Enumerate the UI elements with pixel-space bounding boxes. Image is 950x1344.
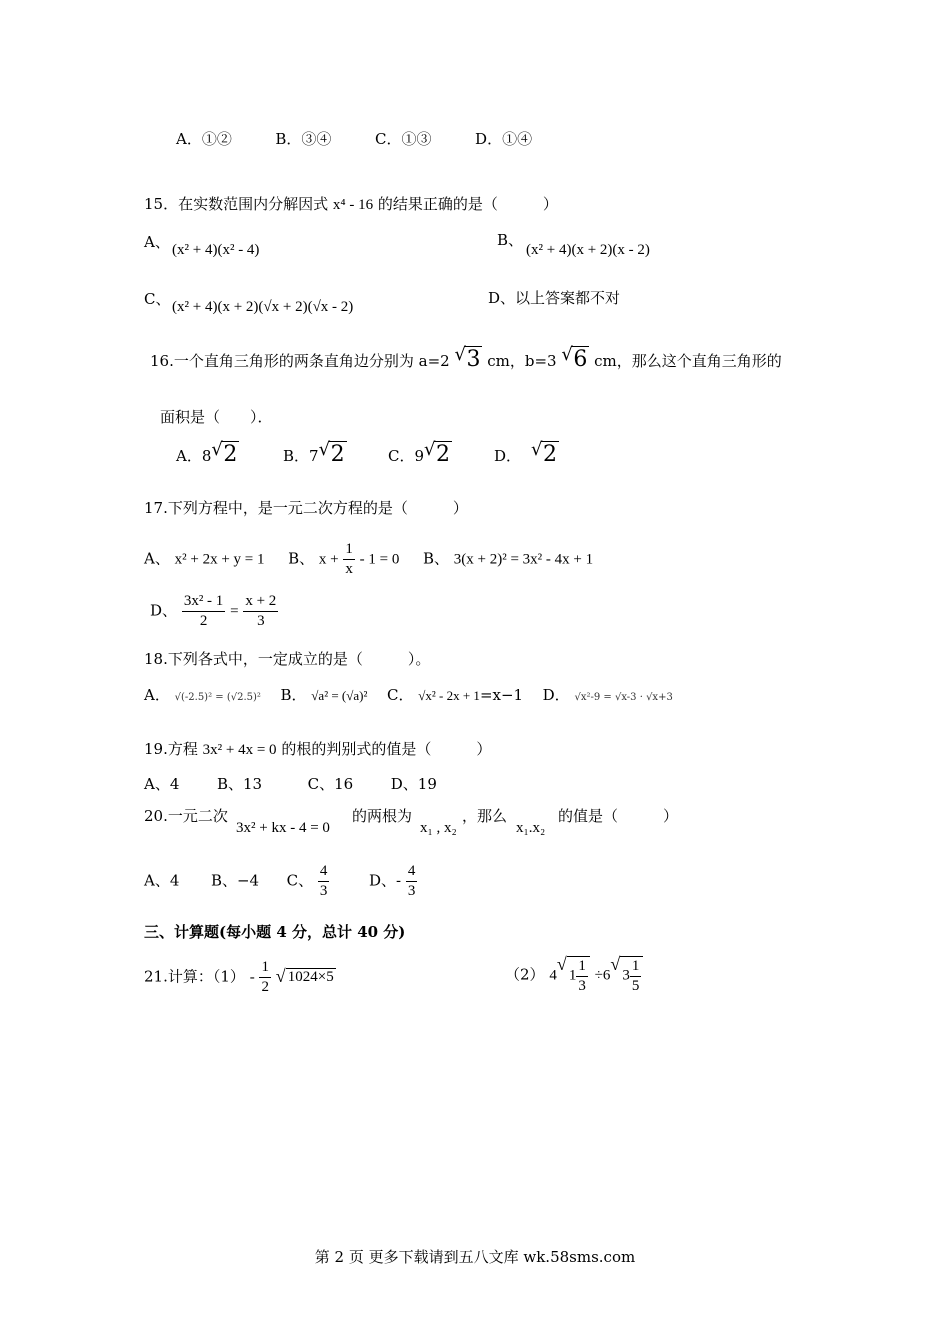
q20-mid: 的两根为 [352, 807, 413, 825]
q20-options: A、4 B、−4 C、 $\frac{4}{3}$ D、- $\frac{4}{3}$ [144, 863, 416, 899]
q20-suffix: 的值是（ ） [558, 807, 679, 825]
q16-option-a: A．8√ 2 [176, 441, 239, 467]
q17-option-a-expr: x² + 2x + y = 1 [174, 551, 265, 568]
q20-prefix: 20.一元二次 [144, 807, 228, 825]
q16-option-c: C．9√ 2 [388, 441, 452, 467]
q21-part-1: 21.计算：（1） - $\frac{1}{2}$ √ 1024×5 [144, 958, 336, 997]
q18-stem: 18.下列各式中，一定成立的是（ ）。 [144, 650, 431, 668]
section-3-title: 三、计算题(每小题 4 分，总计 40 分) [144, 923, 406, 941]
q20-mid2: ，那么 [462, 807, 508, 825]
q14-options [176, 128, 532, 149]
q15-option-b-expr: (x² + 4)(x + 2)(x - 2) [526, 242, 650, 258]
q15-option-c-expr: (x² + 4)(x + 2)(√x + 2)(√x - 2) [172, 299, 354, 315]
q20-option-d-fraction: $\frac{4}{3}$ [407, 863, 416, 899]
q19-stem: 19.方程 3x² + 4x = 0 的根的判别式的值是（ ） [144, 740, 492, 758]
q15-option-a-label: A、 [144, 233, 170, 251]
q18-option-c-expr: √x² - 2x + 1 [418, 688, 480, 703]
q18-option-a-expr: √(-2.5)² = (√2.5)² [174, 692, 261, 703]
q20-roots: x₁ , x₂ [420, 820, 457, 836]
q18-option-d-expr: √x²-9 = √x-3 · √x+3 [574, 692, 673, 703]
q16-option-d: D．√ 2 [494, 441, 559, 467]
q14-option-d: D．①④ [475, 130, 533, 148]
q16-radical-2: √ 6 [561, 346, 589, 372]
q16-radical-1: √ 3 [454, 346, 482, 372]
q21-part-2: （2） 4√ 1 $\frac{1}{3}$ ÷6√ 3 $\frac{1}{5}$ [505, 956, 643, 996]
q20-product: x₁.x₂ [516, 820, 546, 836]
q14-option-b: B．③④ [275, 130, 332, 148]
q21-part-1-radical: √ 1024×5 [276, 968, 336, 986]
q20-equation: 3x² + kx - 4 = 0 [236, 820, 330, 836]
q14-option-a: A．①② [176, 130, 232, 148]
q15-option-c-label: C、 [144, 290, 171, 308]
q16-option-b: B．7√ 2 [283, 441, 347, 467]
q18-option-b-expr: √a² = (√a)² [311, 688, 368, 703]
q20-option-c-fraction: $\frac{4}{3}$ [319, 863, 328, 899]
q15-option-a-expr: (x² + 4)(x² - 4) [172, 242, 260, 258]
q19-options: A、4 B、13 C、16 D、19 [144, 775, 437, 793]
q15-stem-expr: x⁴ - 16 [332, 197, 374, 213]
q15-stem: 15．在实数范围内分解因式 x⁴ - 16 的结果正确的是（ ） [144, 195, 558, 213]
q19-stem-expr: 3x² + 4x = 0 [202, 742, 277, 758]
q17-option-b-fraction: $\frac{1}{x}$ [345, 541, 353, 577]
q15-option-b-label: B、 [497, 231, 524, 249]
q14-option-c: C．①③ [375, 130, 432, 148]
q18-options: A． √(-2.5)² = (√2.5)² B． √a² = (√a)² C． √x² - 2x + 1=x−1 D． √x²-9 = √x-3 · √x+3 [144, 686, 673, 704]
q15-option-d: D、以上答案都不对 [488, 289, 621, 307]
q17-option-d: D、 $\frac{\text{3x² - 1}}{2}$ = $\frac{x + 2}{3}$ [150, 593, 277, 629]
q16-stem-line2: 面积是（ ）． [160, 408, 273, 426]
q17-options-row1: A、 x² + 2x + y = 1 B、 x + $\frac{1}{x}$ - 1 = 0 B、 3(x + 2)² = 3x² - 4x + 1 [144, 541, 594, 577]
q17-option-c-expr: 3(x + 2)² = 3x² - 4x + 1 [453, 551, 594, 568]
page-footer: 第 2 页 更多下载请到五八文库 wk.58sms.com [314, 1248, 636, 1266]
q17-stem: 17.下列方程中，是一元二次方程的是（ ） [144, 499, 468, 517]
q16-stem: 16.一个直角三角形的两条直角边分别为 a=2 √ 3 cm，b=3 √ 6 cm，那么这个直角三角形的 [150, 346, 782, 372]
